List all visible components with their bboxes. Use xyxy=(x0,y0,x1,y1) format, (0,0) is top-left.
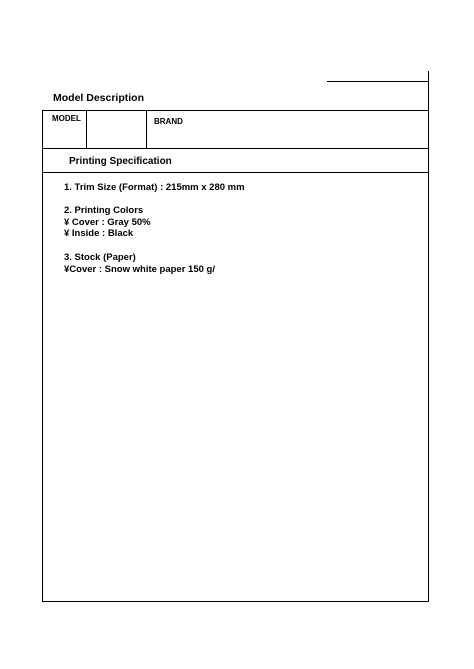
page-title: Model Description xyxy=(53,92,145,104)
frame-right-border xyxy=(428,110,429,602)
top-right-border-stub xyxy=(428,71,429,111)
cover-stock-line: ¥Cover : Snow white paper 150 g/ xyxy=(64,264,215,275)
header-row-bottom-border xyxy=(42,148,429,149)
frame-top-border xyxy=(42,110,429,111)
trim-size-line: 1. Trim Size (Format) : 215mm x 280 mm xyxy=(64,182,245,193)
brand-cell-divider xyxy=(146,110,147,148)
model-cell-divider xyxy=(86,110,87,148)
model-label: MODEL xyxy=(52,114,81,123)
frame-left-border xyxy=(42,110,43,602)
printing-colors-title: 2. Printing Colors xyxy=(64,205,144,216)
inside-color-line: ¥ Inside : Black xyxy=(64,228,134,239)
frame-bottom-border xyxy=(42,601,429,602)
printing-specification-heading: Printing Specification xyxy=(69,156,172,167)
brand-label: BRAND xyxy=(154,117,183,126)
spec-heading-bottom-border xyxy=(42,172,429,173)
stock-paper-title: 3. Stock (Paper) xyxy=(64,252,136,263)
cover-color-line: ¥ Cover : Gray 50% xyxy=(64,217,151,228)
top-right-rule xyxy=(327,81,429,82)
